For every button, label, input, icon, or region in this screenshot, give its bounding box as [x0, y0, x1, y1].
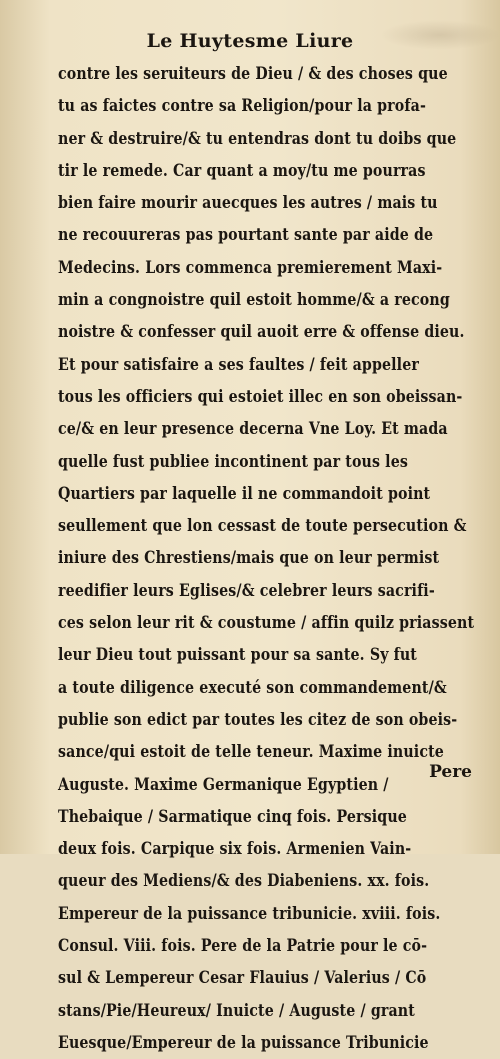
text-line: sance/qui estoit de telle teneur. Maxime inuicte	[58, 742, 444, 762]
text-line: sul & Lempereur Cesar Flauius / Valerius / Cō	[58, 968, 427, 988]
text-line: ner & destruire/& tu entendras dont tu doibs que	[58, 128, 457, 148]
text-line: Quartiers par laquelle il ne commandoit point	[58, 483, 431, 503]
text-line: noistre & confesser quil auoit erre & offense dieu.	[58, 322, 465, 342]
text-line: bien faire mourir auecques les autres / mais tu	[58, 193, 438, 213]
text-line: ce/& en leur presence decerna Vne Loy. Et mada	[58, 419, 448, 439]
text-line: Thebaique / Sarmatique cinq fois. Persique	[58, 806, 407, 826]
text-line: tir le remede. Car quant a moy/tu me pourras	[58, 160, 426, 180]
text-line: reedifier leurs Eglises/& celebrer leurs sacrifi-	[58, 580, 435, 600]
text-line: quelle fust publiee incontinent par tous les	[58, 451, 408, 471]
text-line: Empereur de la puissance tribunicie. xviii. fois.	[58, 903, 441, 923]
text-line: Medecins. Lors commenca premierement Maxi-	[58, 257, 443, 277]
text-line: stans/Pie/Heureux/ Inuicte / Auguste / grant	[58, 1000, 415, 1020]
text-line: Auguste. Maxime Germanique Egyptien /	[58, 774, 389, 794]
catchword: Pere	[429, 762, 472, 782]
text-line: iniure des Chrestiens/mais que on leur permist	[58, 548, 440, 568]
text-line: leur Dieu tout puissant pour sa sante. Sy fut	[58, 645, 417, 665]
text-line: min a congnoistre quil estoit homme/& a recong	[58, 290, 450, 310]
text-line: tu as faictes contre sa Religion/pour la profa-	[58, 96, 426, 116]
text-line: contre les seruiteurs de Dieu / & des choses que	[58, 64, 448, 83]
text-line: a toute diligence executé son commandement/&	[58, 677, 447, 697]
text-line: tous les officiers qui estoiet illec en son obeissan-	[58, 386, 463, 406]
text-line: Et pour satisfaire a ses faultes / feit appeller	[58, 354, 419, 374]
text-line: queur des Mediens/& des Diabeniens. xx. fois.	[58, 871, 430, 891]
body-text	[58, 58, 473, 1059]
text-line: deux fois. Carpique six fois. Armenien Vain-	[58, 839, 412, 859]
text-line: seullement que lon cessast de toute persecution &	[58, 516, 467, 536]
text-line: Consul. Viii. fois. Pere de la Patrie pour le cō-	[58, 936, 428, 956]
text-line: publie son edict par toutes les citez de son obeis-	[58, 709, 458, 729]
text-line: ces selon leur rit & coustume / affin quilz priassent	[58, 613, 475, 633]
text-line: Euesque/Empereur de la puissance Tribunicie	[58, 1032, 429, 1052]
text-line: ne recouureras pas pourtant sante par aide de	[58, 225, 434, 245]
running-head: Le Huytesme Liure	[146, 30, 354, 52]
